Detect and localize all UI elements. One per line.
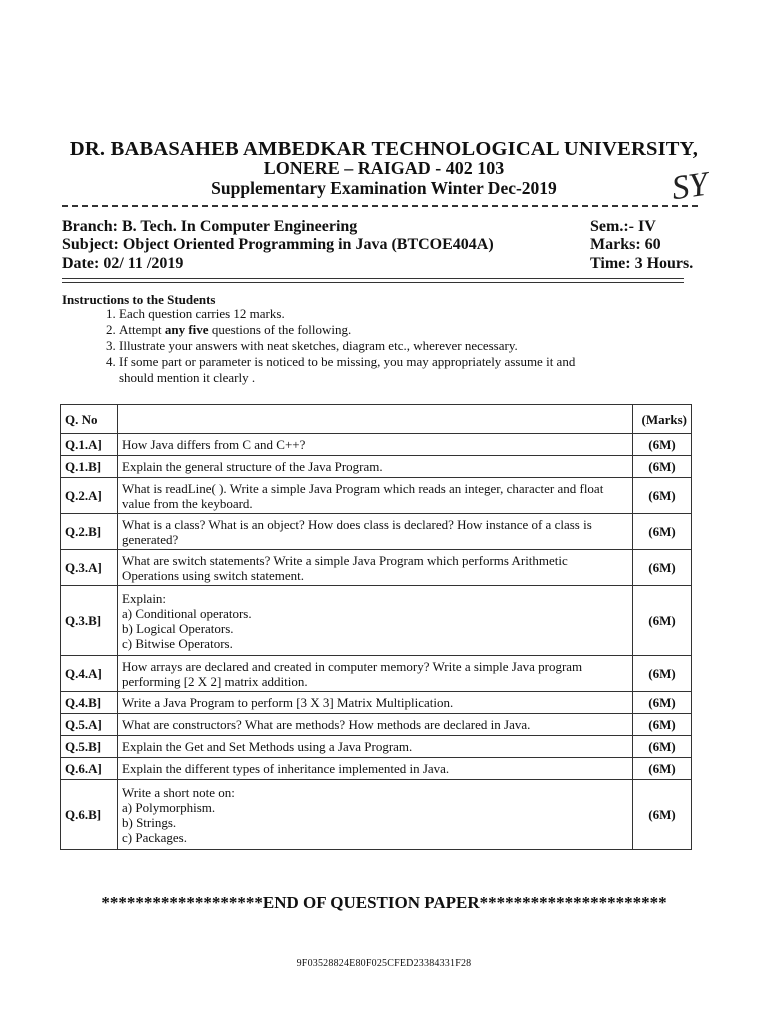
instruction-text: questions of the following.	[208, 322, 352, 337]
question-text	[118, 586, 633, 656]
exam-title: Supplementary Examination Winter Dec-2019	[211, 178, 557, 198]
question-number: Q.6.B]	[61, 780, 118, 850]
time-label: Time: 3 Hours.	[590, 255, 694, 272]
question-line: How Java differs from C and C++?	[122, 437, 306, 452]
table-row	[61, 780, 692, 850]
question-marks: (6M)	[633, 736, 692, 758]
question-line: a) Conditional operators.	[122, 605, 252, 621]
question-marks: (6M)	[633, 656, 692, 692]
question-marks: (6M)	[633, 586, 692, 656]
question-number: Q.3.A]	[61, 550, 118, 586]
question-text	[118, 456, 633, 478]
branch-label: Branch: B. Tech. In Computer Engineering	[62, 218, 358, 235]
question-table	[60, 404, 692, 850]
question-text	[118, 550, 633, 586]
instruction-text: Attempt	[119, 322, 165, 337]
question-marks: (6M)	[633, 478, 692, 514]
question-line: What is readLine( ). Write a simple Java Program which reads an integer, character and float value from the keyboard.	[122, 480, 604, 511]
table-row	[61, 434, 692, 456]
instruction-item: 4. If some part or parameter is noticed to be missing, you may appropriately assume it and should mention it clearly .	[119, 354, 599, 386]
question-marks: (6M)	[633, 714, 692, 736]
instructions-list	[102, 306, 599, 386]
dashed-divider	[62, 205, 698, 207]
table-row	[61, 714, 692, 736]
table-row	[61, 514, 692, 550]
question-rows	[61, 434, 692, 850]
university-location: LONERE – RAIGAD - 402 103	[263, 158, 505, 178]
question-number: Q.6.A]	[61, 758, 118, 780]
instruction-emphasis: any five	[164, 322, 209, 337]
question-marks: (6M)	[633, 550, 692, 586]
table-row	[61, 478, 692, 514]
question-marks: (6M)	[633, 780, 692, 850]
question-marks: (6M)	[633, 514, 692, 550]
table-row	[61, 692, 692, 714]
table-row	[61, 586, 692, 656]
question-text	[118, 758, 633, 780]
paper-code: 9F03528824E80F025CFED23384331F28	[296, 958, 472, 969]
table-row	[61, 456, 692, 478]
question-number: Q.4.B]	[61, 692, 118, 714]
end-of-paper: *******************END OF QUESTION PAPER**********************	[101, 893, 667, 912]
question-text	[118, 692, 633, 714]
question-marks: (6M)	[633, 456, 692, 478]
question-line: Write a short note on:	[122, 784, 235, 800]
question-text	[118, 478, 633, 514]
question-number: Q.2.A]	[61, 478, 118, 514]
header-question	[118, 405, 633, 434]
table-row	[61, 758, 692, 780]
question-text	[118, 514, 633, 550]
handwritten-mark: SY	[669, 165, 711, 208]
question-number: Q.4.A]	[61, 656, 118, 692]
date-label: Date: 02/ 11 /2019	[62, 255, 184, 272]
table-row	[61, 550, 692, 586]
instructions-title: Instructions to the Students	[62, 292, 216, 307]
question-marks: (6M)	[633, 758, 692, 780]
table-header-row	[61, 405, 692, 434]
question-text	[118, 714, 633, 736]
marks-label: Marks: 60	[590, 236, 661, 253]
question-number: Q.5.B]	[61, 736, 118, 758]
question-number: Q.2.B]	[61, 514, 118, 550]
question-line: b) Logical Operators.	[122, 620, 234, 636]
table-row	[61, 736, 692, 758]
header-marks: (Marks)	[633, 405, 692, 434]
question-marks: (6M)	[633, 692, 692, 714]
question-text	[118, 780, 633, 850]
question-number: Q.5.A]	[61, 714, 118, 736]
question-text	[118, 656, 633, 692]
question-text	[118, 434, 633, 456]
semester-label: Sem.:- IV	[590, 218, 656, 235]
question-line: c) Bitwise Operators.	[122, 635, 233, 651]
question-marks: (6M)	[633, 434, 692, 456]
question-line: Write a Java Program to perform [3 X 3] Matrix Multiplication.	[122, 695, 454, 710]
question-number: Q.1.A]	[61, 434, 118, 456]
question-line: Explain the different types of inheritance implemented in Java.	[122, 761, 450, 776]
subject-label: Subject: Object Oriented Programming in Java (BTCOE404A)	[62, 236, 494, 253]
question-line: How arrays are declared and created in computer memory? Write a simple Java program performing [2 X 2] matrix addition.	[122, 658, 583, 689]
instruction-item	[119, 322, 599, 338]
instruction-item: 1. Each question carries 12 marks.	[119, 306, 599, 322]
question-line: Explain the Get and Set Methods using a Java Program.	[122, 739, 413, 754]
question-line: c) Packages.	[122, 829, 187, 845]
question-line: What is a class? What is an object? How does class is declared? How instance of a class is generated?	[122, 516, 592, 547]
question-line: b) Strings.	[122, 814, 177, 830]
question-number: Q.3.B]	[61, 586, 118, 656]
question-line: Explain the general structure of the Java Program.	[122, 459, 383, 474]
university-name: DR. BABASAHEB AMBEDKAR TECHNOLOGICAL UNIVERSITY,	[69, 138, 699, 160]
question-text	[118, 736, 633, 758]
double-divider	[62, 278, 684, 283]
question-line: a) Polymorphism.	[122, 799, 216, 815]
question-line: What are switch statements? Write a simple Java Program which performs Arithmetic Operations using switch statement.	[122, 552, 568, 583]
instruction-item: 3. Illustrate your answers with neat sketches, diagram etc., wherever necessary.	[119, 338, 599, 354]
header-qno: Q. No	[61, 405, 118, 434]
question-line: What are constructors? What are methods? How methods are declared in Java.	[122, 717, 531, 732]
question-number: Q.1.B]	[61, 456, 118, 478]
table-row	[61, 656, 692, 692]
question-line: Explain:	[122, 590, 167, 606]
